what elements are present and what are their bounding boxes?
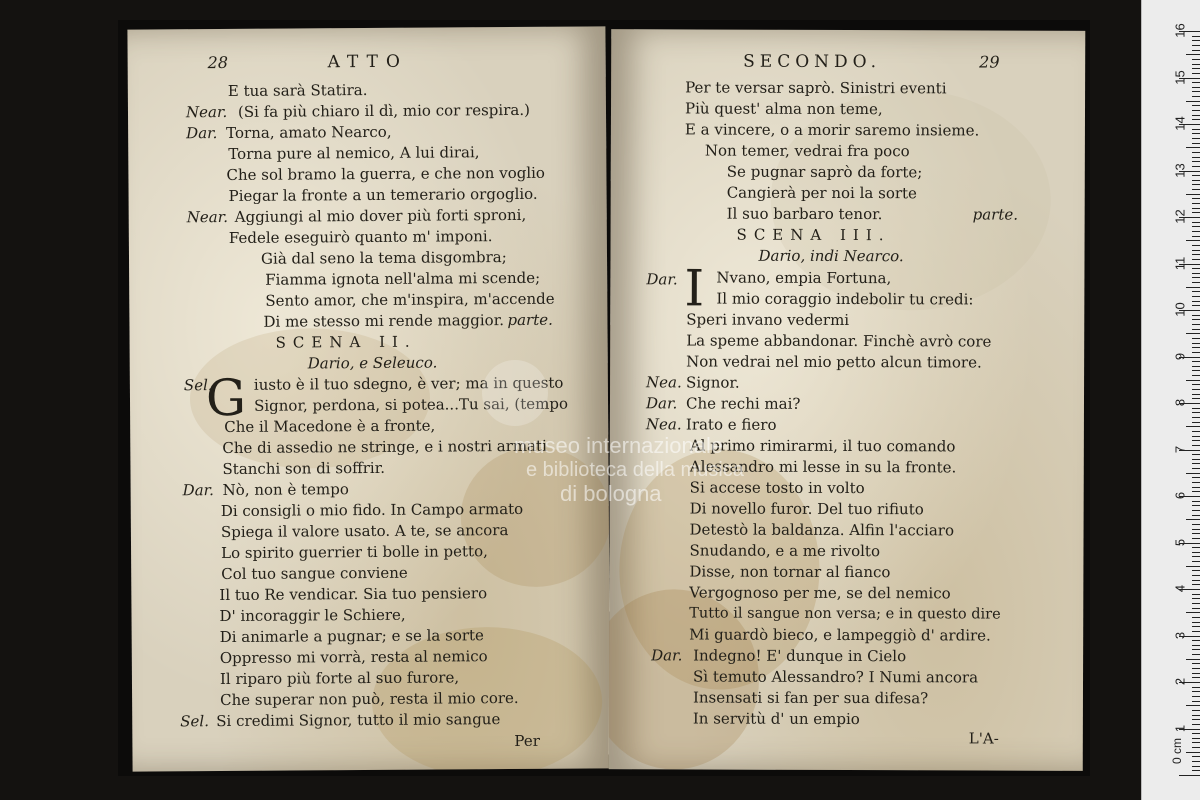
scene-heading: SCENA II. [275,332,417,352]
ruler-tick [1192,515,1200,516]
verse-line: Il riparo più forte al suo furore, [219,668,460,689]
verse-line: Indegno! E' dunque in Cielo [693,646,907,666]
ruler-tick [1192,701,1200,702]
ruler-tick [1192,501,1200,502]
ruler-tick [1192,226,1200,227]
verse-line: Alessandro mi lesse in su la fronte. [689,457,957,477]
ruler-number: 12 [1172,209,1188,224]
ruler-tick [1192,324,1200,325]
ruler-tick [1192,175,1200,176]
ruler-tick [1192,361,1200,362]
speaker-label: Sel. [180,712,210,731]
ruler-tick [1192,222,1200,223]
ruler-tick [1192,733,1200,734]
speaker-label: Nea. [645,415,682,434]
verse-line: Fiamma ignota nell'alma mi scende; [265,268,541,289]
ruler-tick [1192,189,1200,190]
verse-line: Se pugnar saprò da forte; [726,162,923,182]
ruler-tick [1192,533,1200,534]
verse-line: La speme abbandonar. Finchè avrò core [686,331,992,351]
verse-line: Cangierà per noi la sorte [726,183,917,203]
ruler-tick [1186,752,1200,753]
ruler-number: 10 [1172,302,1188,317]
verse-line: Non vedrai nel mio petto alcun timore. [686,352,982,372]
ruler-tick [1192,696,1200,697]
verse-line: Che sol bramo la guerra, e che non voglio [226,163,545,184]
ruler-tick [1192,50,1200,51]
verse-line: Speri invano vedermi [686,310,850,330]
ruler-tick [1192,110,1200,111]
ruler-tick [1192,538,1200,539]
ruler-tick [1192,119,1200,120]
ruler-tick [1192,524,1200,525]
ruler-tick [1192,645,1200,646]
ruler-tick [1192,761,1200,762]
ruler-tick [1192,315,1200,316]
verse-line: D' incoraggir le Schiere, [219,605,406,626]
ruler-tick [1192,347,1200,348]
ruler-tick [1192,570,1200,571]
speaker-label: Near. [186,207,229,227]
verse-line: Si credimi Signor, tutto il mio sangue [216,710,501,731]
verse-line: Nò, non è tempo [222,480,349,500]
ruler-tick [1186,519,1200,520]
ruler-tick [1192,445,1200,446]
verse-line: Signor, perdona, si potea...Tu sai, (tempo [253,394,569,415]
drop-cap: I [684,259,705,318]
ruler-number: 8 [1172,398,1188,407]
ruler-tick [1192,417,1200,418]
ruler-tick [1192,161,1200,162]
ruler-tick [1192,291,1200,292]
speaker-label: Dar. [186,124,218,143]
ruler-tick [1192,710,1200,711]
ruler-tick [1192,691,1200,692]
ruler-tick [1192,440,1200,441]
ruler-number: 5 [1172,538,1188,546]
ruler-tick [1192,626,1200,627]
verse-line: Spiega il valore usato. A te, se ancora [220,521,509,542]
verse-line: Oppresso mi vorrà, resta al nemico [219,647,488,668]
ruler-tick [1192,747,1200,748]
verse-line: Il tuo Re vendicar. Sia tuo pensiero [219,584,488,605]
verse-line: Torna, amato Nearco, [226,122,392,142]
verse-line: Il suo barbaro tenor. [726,204,883,224]
left-page [127,26,610,771]
ruler-tick [1192,133,1200,134]
ruler-tick [1192,468,1200,469]
ruler-tick [1192,687,1200,688]
ruler-tick [1192,68,1200,69]
ruler-number: 11 [1172,256,1188,270]
ruler-tick [1192,91,1200,92]
verse-line: Disse, non tornar al fianco [689,562,891,582]
ruler-tick [1192,631,1200,632]
drop-cap: G [205,368,247,428]
ruler-tick [1192,208,1200,209]
ruler-tick [1186,54,1200,55]
speaker-label: Dar. [645,394,678,413]
catchword: L'A- [968,729,999,748]
ruler-tick [1192,352,1200,353]
ruler-tick [1192,742,1200,743]
ruler-tick [1186,101,1200,102]
ruler-tick [1192,715,1200,716]
ruler-tick [1192,96,1200,97]
ruler-tick [1192,129,1200,130]
ruler-number: 3 [1172,631,1188,639]
page-number: 28 [207,52,229,73]
ruler-tick [1192,143,1200,144]
ruler-tick [1192,719,1200,720]
ruler-tick [1192,431,1200,432]
measurement-ruler [1141,0,1200,800]
ruler-tick [1192,477,1200,478]
ruler-number: 6 [1172,491,1188,500]
ruler-tick [1186,473,1200,474]
ruler-tick [1192,756,1200,757]
ruler-tick [1192,301,1200,302]
ruler-tick [1192,608,1200,609]
ruler-tick [1192,677,1200,678]
ruler-tick [1192,36,1200,37]
ruler-number: 14 [1172,116,1188,131]
verse-line: Non temer, vedrai fra poco [704,141,910,161]
ruler-tick [1192,329,1200,330]
speaker-label: Dar. [651,646,683,665]
ruler-tick [1192,59,1200,60]
verse-line: Mi guardò bieco, e lampeggiò d' ardire. [689,625,991,645]
ruler-tick [1192,394,1200,395]
verse-line: Aggiungi al mio dover più forti sproni, [234,205,527,226]
verse-line: Sì temuto Alessandro? I Numi ancora [693,667,979,687]
verse-line: Al primo rimirarmi, il tuo comando [689,436,956,456]
ruler-tick [1192,487,1200,488]
verse-line: Che superar non può, resta il mio core. [220,688,519,710]
ruler-tick [1192,594,1200,595]
verse-line: Che rechi mai? [685,394,801,413]
verse-line: Già dal seno la tema disgombra; [260,248,507,268]
ruler-tick [1192,40,1200,41]
ruler-tick [1192,236,1200,237]
ruler-unit-label: 0 cm [1170,737,1185,765]
ruler-tick [1192,436,1200,437]
ruler-tick [1192,463,1200,464]
verse-line: E a vincere, o a morir saremo insieme. [684,120,980,140]
ruler-tick [1192,366,1200,367]
ruler-tick [1192,649,1200,650]
verse-line: Che il Macedone è a fronte, [224,416,436,437]
ruler-tick [1186,333,1200,334]
verse-line: Col tuo sangue conviene [221,563,408,584]
ruler-tick [1192,552,1200,553]
ruler-tick [1192,87,1200,88]
speaker-label: Dar. [182,481,214,500]
ruler-tick [1192,82,1200,83]
ruler-tick [1192,273,1200,274]
ruler-tick [1192,482,1200,483]
ruler-tick [1192,166,1200,167]
verse-line: Che di assedio ne stringe, e i nostri armati [222,436,547,458]
ruler-tick [1192,268,1200,269]
ruler-tick [1192,580,1200,581]
ruler-tick [1192,338,1200,339]
ruler-tick [1192,180,1200,181]
ruler-tick [1192,491,1200,492]
speaker-label: Near. [185,102,228,122]
ruler-tick [1192,547,1200,548]
ruler-tick [1192,138,1200,139]
ruler-tick [1192,505,1200,506]
ruler-tick [1192,157,1200,158]
speaker-label: Nea. [646,373,682,392]
verse-line: Torna pure al nemico, A lui dirai, [228,143,480,163]
ruler-tick [1192,738,1200,739]
running-head: SECONDO. [743,51,882,73]
verse-line: Tutto il sangue non versa; e in questo dire [689,605,1001,623]
ruler-tick [1192,319,1200,320]
ruler-tick [1192,459,1200,460]
verse-line: Signor. [686,373,740,392]
ruler-tick [1186,659,1200,660]
ruler-tick [1192,422,1200,423]
ruler-tick [1192,408,1200,409]
ruler-tick [1192,575,1200,576]
page-number: 29 [979,52,1000,72]
ruler-tick [1192,617,1200,618]
ruler-tick [1192,640,1200,641]
watermark-line: di bologna [560,481,662,506]
verse-line: Per te versar saprò. Sinistri eventi [685,78,947,98]
ruler-tick [1186,194,1200,195]
verse-line: In servitù d' un empio [692,709,860,729]
ruler-tick [1192,603,1200,604]
ruler-tick [1192,73,1200,74]
ruler-tick [1192,389,1200,390]
scene-characters: Dario, e Seleuco. [307,353,438,373]
ruler-tick [1192,45,1200,46]
ruler-tick [1192,296,1200,297]
ruler-tick [1179,775,1200,776]
ruler-number: 1 [1172,724,1188,732]
ruler-number: 16 [1172,23,1188,38]
ruler-tick [1192,64,1200,65]
ruler-number: 15 [1172,69,1188,85]
ruler-tick [1192,766,1200,767]
verse-line: Insensati si fan per sua difesa? [692,688,929,708]
ruler-tick [1192,454,1200,455]
ruler-tick [1192,668,1200,669]
catchword: Per [514,731,540,750]
verse-line: Di consigli o mio fido. In Campo armato [220,499,524,521]
ruler-tick [1186,240,1200,241]
stage-direction: parte. [972,205,1019,224]
ruler-tick [1186,380,1200,381]
ruler-number: 13 [1172,162,1188,178]
ruler-number: 7 [1172,445,1188,453]
speaker-label: Dar. [646,270,678,289]
ruler-tick [1192,184,1200,185]
verse-line: Il mio coraggio indebolir tu credi: [716,289,974,309]
ruler-tick [1192,622,1200,623]
ruler-tick [1186,287,1200,288]
verse-line: iusto è il tuo sdegno, è ver; ma in questo [253,373,564,394]
ruler-tick [1186,426,1200,427]
ruler-number: 9 [1172,352,1188,360]
ruler-tick [1186,612,1200,613]
ruler-tick [1192,203,1200,204]
ruler-tick [1192,115,1200,116]
ruler-tick [1192,770,1200,771]
ruler-tick [1192,375,1200,376]
ruler-tick [1192,561,1200,562]
verse-line: Detestò la baldanza. Alfin l'acciaro [689,520,955,540]
ruler-tick [1192,584,1200,585]
verse-line: Di novello furor. Del tuo rifiuto [689,499,924,519]
watermark-line: e biblioteca della musica [526,459,744,481]
ruler-tick [1192,654,1200,655]
verse-line: Di me stesso mi rende maggior. [263,311,505,331]
ruler-tick [1186,566,1200,567]
verse-line: Stanchi son di soffrir. [222,458,386,479]
ruler-tick [1192,282,1200,283]
ruler-tick [1192,198,1200,199]
watermark-line: museo internazionale [514,433,724,458]
verse-line: E tua sarà Statira. [227,81,368,100]
ruler-tick [1192,529,1200,530]
stage-direction: parte. [507,310,553,330]
ruler-tick [1186,147,1200,148]
ruler-number: 4 [1172,584,1188,593]
ruler-tick [1192,212,1200,213]
ruler-tick [1192,277,1200,278]
verse-line: Vergognoso per me, se del nemico [689,583,951,603]
verse-line: Snudando, e a me rivolto [689,541,881,561]
ruler-tick [1192,231,1200,232]
verse-line: Irato e fiero [685,415,777,434]
verse-line: Lo spirito guerrier ti bolle in petto, [221,542,488,563]
ruler-tick [1192,152,1200,153]
ruler-tick [1192,370,1200,371]
verse-line: Nvano, empia Fortuna, [716,268,892,288]
ruler-tick [1192,673,1200,674]
ruler-tick [1192,663,1200,664]
ruler-tick [1192,105,1200,106]
ruler-tick [1192,343,1200,344]
ruler-tick [1192,724,1200,725]
verse-line: Piegar la fronte a un temerario orgoglio. [228,184,538,205]
ruler-tick [1192,384,1200,385]
ruler-tick [1192,245,1200,246]
verse-line: Di animarle a pugnar; e se la sorte [219,626,484,647]
ruler-tick [1192,259,1200,260]
speaker-label: Sel. [183,376,213,395]
ruler-number: 2 [1172,677,1188,686]
ruler-tick [1192,250,1200,251]
verse-line: Sento amor, che m'inspira, m'accende [265,289,555,310]
verse-line: Più quest' alma non teme, [684,99,883,119]
scene-characters: Dario, indi Nearco. [758,246,904,266]
scene-heading: SCENA III. [736,225,891,245]
running-head: ATTO [327,51,408,73]
verse-line: (Si fa più chiaro il dì, mio cor respira.) [237,100,530,121]
ruler-tick [1192,305,1200,306]
verse-line: Si accese tosto in volto [689,478,865,498]
ruler-tick [1192,412,1200,413]
ruler-tick [1192,254,1200,255]
ruler-tick [1192,598,1200,599]
verse-line: Fedele eseguirò quanto m' imponi. [228,227,493,247]
ruler-tick [1192,398,1200,399]
ruler-tick [1186,705,1200,706]
ruler-tick [1192,556,1200,557]
ruler-tick [1192,510,1200,511]
right-page [609,29,1086,771]
